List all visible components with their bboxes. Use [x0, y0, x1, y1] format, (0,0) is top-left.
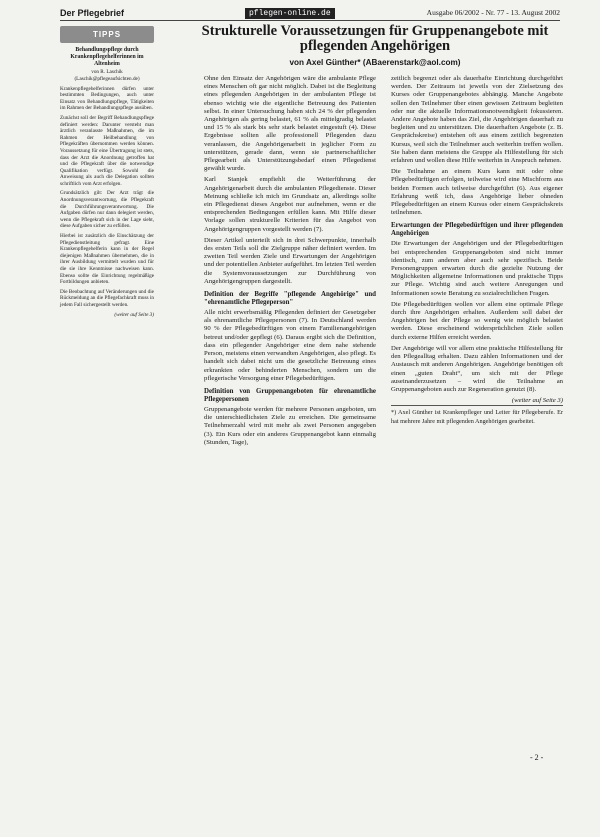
body-paragraph: Alle nicht erwerbsmäßig Pflegenden definiert der Gesetzgeber als ehrenamtliche Pflegepersonen (7). In Deutschland werden 90 % der Pflegebedürftigen von einem Familienangehörigen betreut und/oder gepflegt (6). Daraus ergibt sich die Definition, dass ein pflegender Angehöriger eine dem nahe stehende Person, meistens einen verwandten Angehörigen, also pflegt. Es handelt sich dabei nicht um die gesetzliche Betreuung eines erkrankten oder behinderten Menschen, sondern um die pflegerische Versorgung einer Pflegebedürftigen.	[204, 309, 376, 382]
body-paragraph: Die Pflegebedürftigen wollen vor allem eine optimale Pflege durch ihre Angehörigen erhalten. Außerdem soll dabei der Angehörigen bei der Pflege so wenig wie möglich belastet werden. Diese erscheinend widersprüchlichen Ziele sollen durch externe Hilfen erreicht werden.	[391, 300, 563, 341]
tips-headline: Behandlungspflege durch Krankenpflegehelferinnen im Altenheim	[70, 47, 144, 67]
page-header	[60, 8, 560, 21]
continued-note: (weiter auf Seite 3)	[511, 397, 563, 405]
body-paragraph: Gruppenangebote werden für mehrere Personen angeboten, um die unterschiedlichsten Ziele zu erreichen. Die gemeinsame Teilnehmerzahl wird mit mehr als zwei Personen angegeben (3). Ein Kurs oder ein anderes Gruppenangebot kann einmalig (Stunden, Tage),	[204, 405, 376, 446]
section-heading: Definition der Begriffe "pflegende Angehörige" und "ehrenamtliche Pflegeperson"	[204, 291, 376, 307]
tips-sidebar	[60, 26, 154, 746]
newsletter-title: Der Pflegebrief	[60, 8, 125, 18]
article-title: Strukturelle Voraussetzungen für Gruppenangebote mit pflegenden Angehörigen	[201, 23, 549, 54]
section-heading: Erwartungen der Pflegebedürftigen und ihrer pflegenden Angehörigen	[391, 222, 563, 238]
article-column-2	[391, 75, 563, 426]
article-author: von Axel Günther* (ABaerenstark@aol.com)	[289, 58, 461, 67]
issue-info: Ausgabe 06/2002 - Nr. 77 - 13. August 2002	[426, 8, 560, 17]
tips-paragraph: Krankenpflegehelferinnen dürfen unter bestimmten Bedingungen, auch unter Einsatz von Behandlungspflege, Tätigkeiten im Rahmen der Behandlungspflege ausüben.	[60, 85, 154, 112]
body-paragraph: Die Erwartungen der Angehörigen und der Pflegebedürftigen bei entsprechenden Gruppenangeboten sind nicht immer identisch, zum anderen aber auch sehr spezifisch. Beide Personengruppen erwarten durch die gezielte Nutzung der Möglichkeiten allgemeine Informationen und praktische Tipps zur Pflege. Wichtig sind auch weitere Anregungen und Informationen sowie Beratung zu sozialrechtlichen Fragen.	[391, 240, 563, 297]
page-number: - 2 -	[530, 753, 544, 762]
tips-paragraph: Zunächst soll der Begriff Behandlungspflege definiert werden: Darunter versteht man ärztlich veranlasste Maßnahmen, die im Rahmen der Heilbehandlung von Pflegekräften übernommen werden können. Voraussetzung für eine Übertragung ist stets, dass der Arzt die Anordnung getroffen hat und die Pflegekraft über die notwendige Qualifikation verfügt. Sowohl die Anweisung als auch die Delegation sollten schriftlich vom Arzt erfolgen.	[60, 114, 154, 187]
body-paragraph: Dieser Artikel unterteilt sich in drei Schwerpunkte, innerhalb des ersten Teils soll die Zielgruppe näher definiert werden. Im zweiten Teil werden Ziele und Erwartungen der Angehörigen und der potentiellen Anbieter aufgeführt. Im letzten Teil werden die Systemvoraussetzungen zur Durchführung von Angehörigengruppen dargestellt.	[204, 236, 376, 285]
body-paragraph: zeitlich begrenzt oder als dauerhafte Einrichtung durchgeführt werden. Der Zeitraum ist jeweils von der Zielsetzung des Kurses oder Gruppenangebotes abhängig. Manche Angebote sollen den Teilnehmer über einen gewissen Zeitraum begleiten oder nur die aktuelle Informationsnotwendigkeit fokussieren. Andere Angebote haben das Ziel, die Angehörigen dauerhaft zu begleiten und zu unterstützen. Die dauerhaften Angebote (z. B. Gesprächskreise) entstehen oft aus einem zeitlich begrenzten Kursus, weil sich die Teilnehmer auch weiterhin treffen wollen. Sie haben dann meistens die Gruppe als Hilfestellung für sich erfahren und wollen diese Hilfe weiterhin in Anspruch nehmen.	[391, 75, 563, 165]
tips-paragraph: Hierbei ist zusätzlich die Einschätzung der Pflegedienstleitung gefragt. Eine Krankenpflegehelferin kann in der Regel diejenigen Maßnahmen übernehmen, die in ihrer Ausbildung vermittelt wurden und für die sie ihre Kenntnisse nachweisen kann. Ebenso sollte die Einrichtung regelmäßige Fortbildungen anbieten.	[60, 233, 154, 286]
tips-paragraph: Die Beobachtung auf Veränderungen und die Rückmeldung an die Pflegefachkraft muss in jedem Fall sichergestellt werden.	[60, 288, 154, 308]
website-badge: pflegen-online.de	[245, 8, 335, 19]
tips-box: TIPPS	[60, 26, 154, 43]
author-footnote: *) Axel Günther ist Krankenpfleger und Leiter für Pflegeberufe. Er hat mehrere Jahre mit pflegenden Angehörigen gearbeitet.	[391, 405, 563, 425]
tips-byline: von R. Laschik (Laschik@pflegeaufsichten.de)	[74, 69, 140, 82]
body-paragraph: Ohne den Einsatz der Angehörigen wäre die ambulante Pflege eines Menschen oft gar nicht möglich. Dabei ist die Begleitung eines pflegenden Angehörigen in der ambulanten Pflege ist ebenso wichtig wie die eigentliche Betreuung des Patienten selbst. In einer Untersuchung haben sich 24 % der pflegenden Angehörigen als gering belastet, 61 % als mittelgradig belastet und 15 % als stark bis sehr stark belastet eingestuft (4). Diese Ergebnisse sollten alle professionell Pflegenden dazu veranlassen, die Angehörigenarbeit in jeglicher Form zu unterstützen, gerade dann, wenn sie partnerschaftlicher Pflegearbeit als Unterstützungsbedarf einen Pflegedienst gewählt wurde.	[204, 75, 376, 173]
tips-paragraph: Grundsätzlich gilt: Der Arzt trägt die Anordnungsverantwortung, die Pflegekraft die Durchführungsverantwortung. Die Aufgaben dürfen nur dann delegiert werden, wenn die Pflegekraft sich in der Lage sieht, diese Aufgaben sicher zu erfüllen.	[60, 190, 154, 230]
tips-continued: (weiter auf Seite 3)	[114, 311, 154, 318]
body-paragraph: Der Angehörige will vor allem eine praktische Hilfestellung für den Pflegealltag erhalten. Dazu zählen Informationen und der Austausch mit anderen Angehörigen. Angehörige benötigen oft einen „guten Draht“, um sich mit der Pflege auseinanderzusetzen – wird die Teilnahme an Gruppenangeboten auch zur Regeneration genutzt (8).	[391, 344, 563, 393]
body-paragraph: Die Teilnahme an einem Kurs kann mit oder ohne Pflegebedürftigen erfolgen, teilweise wird eine Mischform aus beiden Formen auch teilweise durchgeführt (6). Aus eigener Erfahrung weiß ich, dass Angehörige lieber ohneden Pflegebedürftigen an einem Kursus oder einem Gesprächskreis teilnehmen.	[391, 168, 563, 217]
body-paragraph: Karl Stanjek empfiehlt die Weiterführung der Angehörigenarbeit durch die ambulanten Pflegedienste. Dieser Meinung schließe ich mich im Grundsatz an, allerdings sollte ein Pflegedienst dieses Angebot nur aufnehmen, wenn er die entsprechenden Bedingungen erfüllen kann. Mit Hilfe dieser Vorlage sollen strukturelle Kriterien für das Angebot von Angehörigengruppen vorgestellt werden (7).	[204, 176, 376, 233]
article-column-1	[204, 75, 376, 450]
section-heading: Definition von Gruppenangeboten für ehrenamtliche Pflegepersonen	[204, 387, 376, 403]
